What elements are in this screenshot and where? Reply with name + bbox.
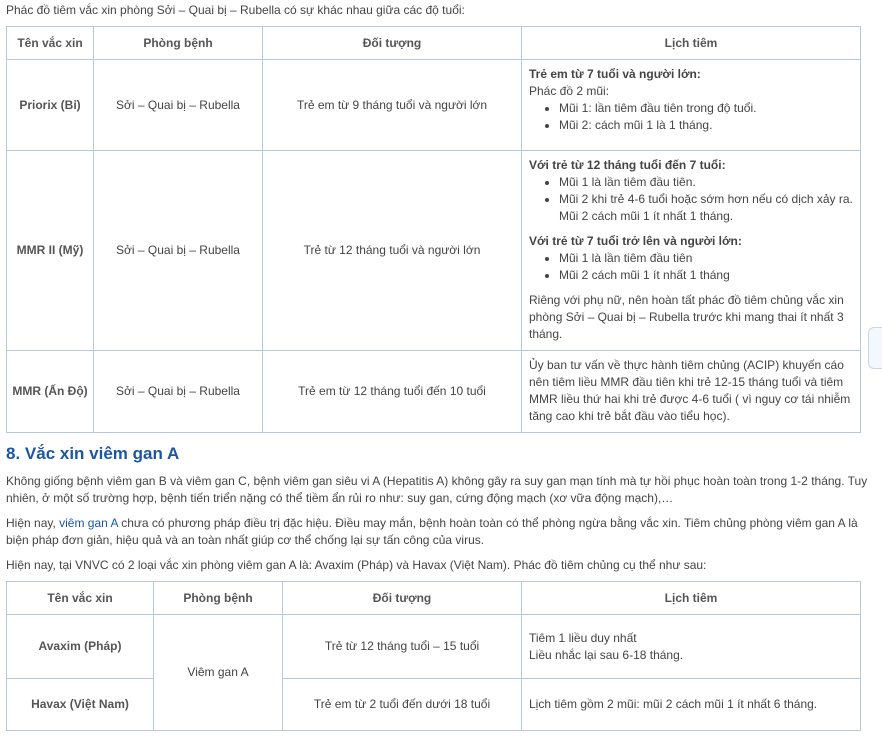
schedule-subtitle: Với trẻ từ 7 tuổi trở lên và người lớn: [529,234,742,248]
schedule [522,615,861,679]
schedule-line: Liều nhắc lại sau 6-18 tháng. [529,647,684,662]
header-schedule: Lịch tiêm [522,582,861,615]
schedule-note: Ủy ban tư vấn về thực hành tiêm chủng (ACIP) khuyến cáo nên tiêm liều MMR đầu tiên khi trẻ 12-15 tháng tuổi và tiêm MMR liều thứ hai khi trẻ được 4-6 tuổi ( vì nguy cơ tái nhiễm tăng cao khi trẻ bắt đầu vào tiểu học). [529,358,851,423]
hepatitis-a-link[interactable]: viêm gan A [59,516,118,530]
list-item: • Mũi 2: cách mũi 1 là 1 tháng. [559,117,854,134]
schedule-subtitle: Với trẻ từ 12 tháng tuổi đến 7 tuổi: [529,158,726,172]
schedule-line: Tiêm 1 liều duy nhất [529,630,637,645]
dose-list [529,250,854,284]
vaccine-name: Avaxim (Pháp) [7,615,154,679]
disease: Sởi – Quai bị – Rubella [94,151,263,351]
target-group: Trẻ từ 12 tháng tuổi và người lớn [263,151,522,351]
list-item: • Mũi 1 là lần tiêm đầu tiên. [559,174,854,191]
list-item: • Mũi 2 cách mũi 1 ít nhất 1 tháng [559,267,854,284]
target-group: Trẻ em từ 12 tháng tuổi đến 10 tuổi [263,351,522,433]
header-target: Đối tượng [283,582,522,615]
vaccine-name: Priorix (Bỉ) [7,60,94,151]
table-row [7,615,861,679]
vaccine-name: Havax (Việt Nam) [7,679,154,731]
table-row [7,351,861,433]
list-item: • Mũi 1: lần tiêm đầu tiên trong độ tuổi. [559,100,854,117]
header-vaccine-name: Tên vắc xin [7,582,154,615]
paragraph: Không giống bệnh viêm gan B và viêm gan C, bệnh viêm gan siêu vi A (Hepatitis A) không gây ra suy gan mạn tính mà tự hồi phục hoàn toàn trong 1-2 tháng. Tuy nhiên, ở một số trường hợp, bệnh tiến triển nặng có thể tiềm ẩn rủi ro như: suy gan, cứng động mạch (xơ vữa động mạch),… [6,474,868,505]
header-disease: Phòng bệnh [94,27,263,60]
list-item: • Mũi 2 khi trẻ 4-6 tuổi hoặc sớm hơn nếu có dịch xảy ra. Mũi 2 cách mũi 1 ít nhất 1 tháng. [559,191,854,225]
target-group: Trẻ từ 12 tháng tuổi – 15 tuổi [283,615,522,679]
header-schedule: Lịch tiêm [522,27,861,60]
table-header-row [7,582,861,615]
schedule [522,351,861,433]
header-vaccine-name: Tên vắc xin [7,27,94,60]
intro-text: Phác đồ tiêm vắc xin phòng Sởi – Quai bị – Rubella có sự khác nhau giữa các độ tuổi: [6,3,465,17]
schedule-line: Phác đồ 2 mũi: [529,84,610,98]
mmr-vaccine-table [6,26,861,433]
hepatitis-a-vaccine-table [6,581,861,731]
paragraph [6,515,870,549]
target-group: Trẻ em từ 2 tuổi đến dưới 18 tuổi [283,679,522,731]
vaccine-name: MMR II (Mỹ) [7,151,94,351]
paragraph-text: chưa có phương pháp điều trị đặc hiệu. Điều may mắn, bệnh hoàn toàn có thể phòng ngừa bằng vắc xin. Tiêm chủng phòng viêm gan A là biện pháp đơn giản, hiệu quả và an toàn nhất giúp cơ thể chống lại sự tấn công của virus. [6,516,858,547]
header-disease: Phòng bệnh [154,582,283,615]
paragraph-text: Hiện nay, [6,516,60,530]
target-group: Trẻ em từ 9 tháng tuổi và người lớn [263,60,522,151]
schedule [522,151,861,351]
schedule [522,60,861,151]
list-item: • Mũi 1 là lần tiêm đầu tiên [559,250,854,267]
section-heading: 8. Vắc xin viêm gan A [6,444,180,463]
schedule [522,679,861,731]
dose-list [529,100,854,134]
header-target: Đối tượng [263,27,522,60]
table-header-row [7,27,861,60]
dose-list [529,174,854,225]
disease: Sởi – Quai bị – Rubella [94,351,263,433]
schedule-note: Riêng với phụ nữ, nên hoàn tất phác đồ tiêm chủng vắc xin phòng Sởi – Quai bị – Rubella trước khi mang thai ít nhất 3 tháng. [529,293,844,341]
table-row [7,151,861,351]
table-row [7,679,861,731]
side-tab-handle[interactable] [868,327,882,369]
vaccine-name: MMR (Ấn Độ) [7,351,94,433]
disease: Viêm gan A [154,615,283,731]
disease: Sởi – Quai bị – Rubella [94,60,263,151]
table-row [7,60,861,151]
schedule-line: Lịch tiêm gồm 2 mũi: mũi 2 cách mũi 1 ít nhất 6 tháng. [529,697,818,711]
schedule-subtitle: Trẻ em từ 7 tuổi và người lớn: [529,67,701,81]
paragraph: Hiện nay, tại VNVC có 2 loại vắc xin phòng viêm gan A là: Avaxim (Pháp) và Havax (Việt Nam). Phác đồ tiêm chủng cụ thể như sau: [6,558,707,572]
